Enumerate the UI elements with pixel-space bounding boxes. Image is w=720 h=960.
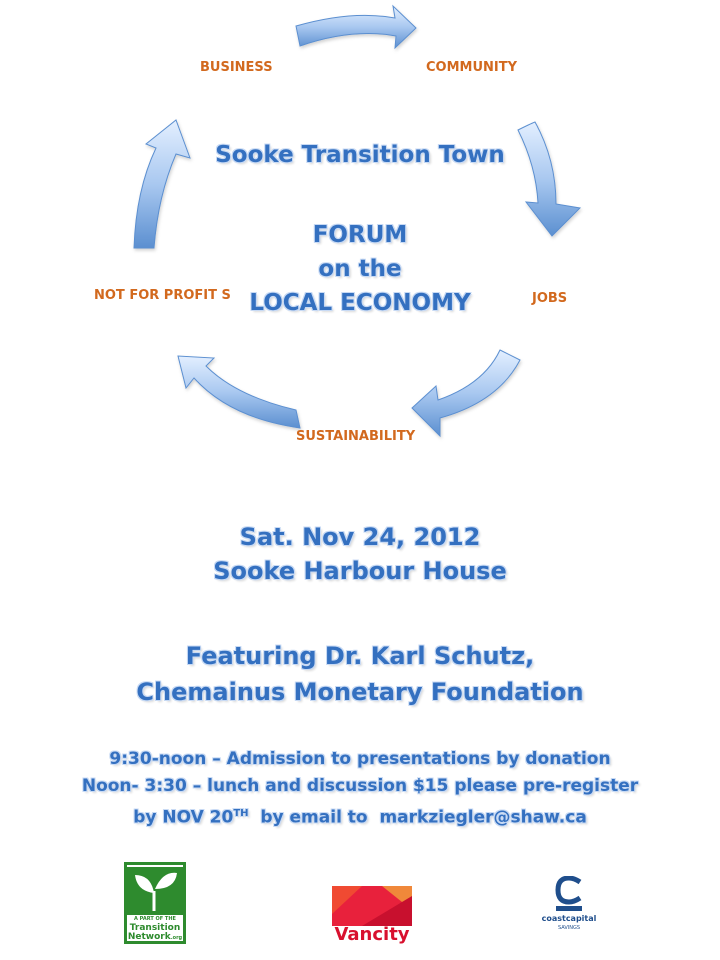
forum-line-3: LOCAL ECONOMY (249, 290, 471, 316)
vancity-mark-icon (332, 884, 412, 926)
schedule-afternoon: Noon- 3:30 – lunch and discussion $15 please pre-register (81, 776, 639, 796)
registration-prefix: by NOV 20 (133, 807, 234, 828)
arrow-business-community (296, 6, 416, 48)
transition-word: Transition (129, 923, 181, 933)
network-suffix: .org (170, 935, 183, 941)
schedule-morning: 9:30-noon – Admission to presentations by donation (109, 749, 611, 769)
label-business: BUSINESS (200, 60, 273, 75)
leaf-sprout-icon (127, 867, 183, 915)
featured-speaker (0, 638, 720, 710)
transition-network-logo (124, 862, 186, 944)
coast-capital-logo (538, 874, 600, 936)
vancity-logo (332, 884, 412, 946)
transition-network-caption (127, 915, 183, 943)
coast-capital-c-icon (554, 876, 584, 912)
network-name: Network (127, 932, 171, 942)
speaker-name: Featuring Dr. Karl Schutz, (185, 642, 535, 670)
coast-capital-sub: SAVINGS (557, 925, 581, 931)
coast-capital-name: coastcapital (541, 914, 597, 923)
label-not-for-profits: NOT FOR PROFIT S (94, 288, 231, 303)
event-date-venue (0, 520, 720, 588)
forum-line-1: FORUM (312, 222, 408, 248)
organization-title: Sooke Transition Town (215, 142, 505, 168)
arrow-jobs-sustainability (412, 350, 520, 436)
label-sustainability: SUSTAINABILITY (296, 429, 416, 444)
speaker-organization: Chemainus Monetary Foundation (136, 678, 584, 706)
registration-line (0, 800, 720, 832)
arrow-sustainability-nonprofits (178, 356, 300, 428)
registration-sup: TH (233, 808, 249, 819)
registration-email[interactable]: by email to markziegler@shaw.ca (248, 807, 587, 828)
transition-tagline: A PART OF THE (134, 916, 176, 922)
forum-line-2: on the (318, 256, 402, 282)
event-date: Sat. Nov 24, 2012 (239, 523, 481, 551)
label-jobs: JOBS (532, 291, 568, 306)
forum-title (0, 218, 720, 320)
label-community: COMMUNITY (426, 60, 518, 75)
vancity-wordmark: Vancity (334, 924, 410, 945)
network-word (127, 933, 183, 943)
event-venue: Sooke Harbour House (213, 557, 507, 585)
schedule-info (0, 746, 720, 832)
